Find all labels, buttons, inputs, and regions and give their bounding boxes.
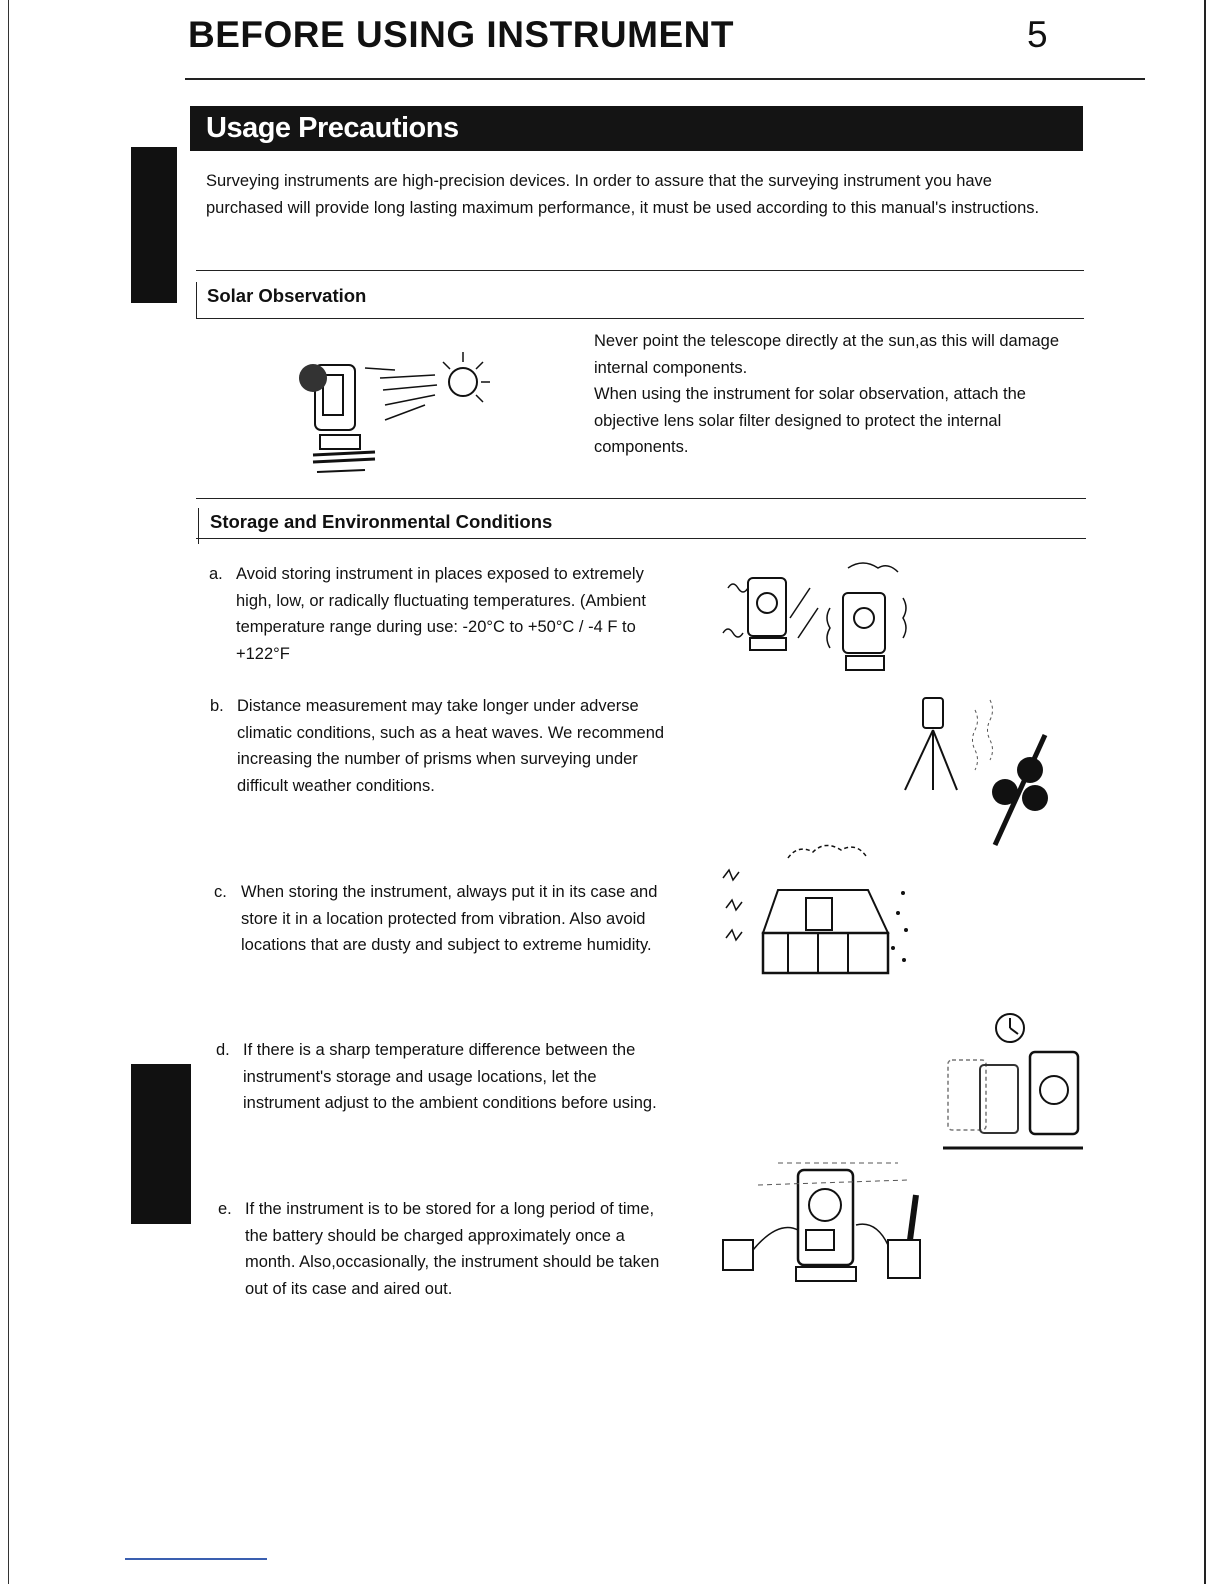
side-tab-marker bbox=[131, 147, 177, 303]
section-rule-bottom bbox=[196, 318, 1084, 319]
header-divider bbox=[185, 78, 1145, 80]
list-item bbox=[218, 1196, 678, 1302]
section-heading-storage: Storage and Environmental Conditions bbox=[210, 511, 553, 532]
list-item bbox=[210, 693, 670, 799]
list-item-text: If the instrument is to be stored for a long period of time, the battery should be charged approximately once a month. Also,occasionally, the instrument should be taken out of its case and aired out. bbox=[245, 1200, 660, 1298]
page-edge-right bbox=[1204, 0, 1206, 1584]
section-rule-bottom bbox=[196, 538, 1086, 539]
banner-title: Usage Precautions bbox=[206, 112, 459, 144]
list-item-label: d. bbox=[216, 1041, 230, 1059]
list-item-label: c. bbox=[214, 883, 227, 901]
list-item bbox=[216, 1037, 676, 1117]
temperature-illustration bbox=[718, 558, 928, 688]
list-item bbox=[214, 879, 674, 959]
list-item-label: a. bbox=[209, 565, 223, 583]
acclimatize-illustration bbox=[938, 1010, 1088, 1160]
solar-paragraph: When using the instrument for solar observation, attach the objective lens solar filter designed to protect the internal components. bbox=[594, 385, 1026, 456]
section-marker bbox=[196, 282, 197, 318]
list-item-text: If there is a sharp temperature difference between the instrument's storage and usage locations, let the instrument adjust to the ambient conditions before using. bbox=[243, 1041, 657, 1112]
list-item bbox=[209, 561, 669, 667]
page-edge-left bbox=[8, 0, 9, 1584]
page-header-title: BEFORE USING INSTRUMENT bbox=[188, 14, 734, 55]
solar-observation-illustration bbox=[285, 340, 505, 490]
battery-charging-illustration bbox=[718, 1155, 938, 1295]
side-tab-marker bbox=[131, 1064, 191, 1224]
list-item-label: b. bbox=[210, 697, 224, 715]
heat-wave-prism-illustration bbox=[895, 690, 1075, 850]
footer-mark bbox=[125, 1558, 267, 1560]
storage-case-illustration bbox=[718, 838, 918, 978]
section-banner bbox=[190, 106, 1083, 151]
intro-paragraph: Surveying instruments are high-precision devices. In order to assure that the surveying instrument you have purchased will provide long lasting maximum performance, it must be used according to this manual's instructions. bbox=[206, 172, 1040, 217]
solar-paragraph: Never point the telescope directly at the sun,as this will damage internal components. bbox=[594, 332, 1059, 377]
section-rule-top bbox=[196, 270, 1084, 271]
list-item-text: Avoid storing instrument in places exposed to extremely high, low, or radically fluctuating temperatures. (Ambient temperature range during use: -20°C to +50°C / -4 F to +122°F bbox=[236, 565, 646, 663]
section-heading-solar: Solar Observation bbox=[207, 285, 367, 306]
list-item-text: Distance measurement may take longer under adverse climatic conditions, such as a heat waves. We recommend increasing the number of prisms when surveying under difficult weather conditions. bbox=[237, 697, 665, 795]
list-item-label: e. bbox=[218, 1200, 232, 1218]
section-rule-top bbox=[196, 498, 1086, 499]
page-number: 5 bbox=[1027, 14, 1048, 55]
list-item-text: When storing the instrument, always put it in its case and store it in a location protected from vibration. Also avoid locations that are dusty and subject to extreme humidity. bbox=[241, 883, 658, 954]
solar-text bbox=[594, 328, 1064, 461]
